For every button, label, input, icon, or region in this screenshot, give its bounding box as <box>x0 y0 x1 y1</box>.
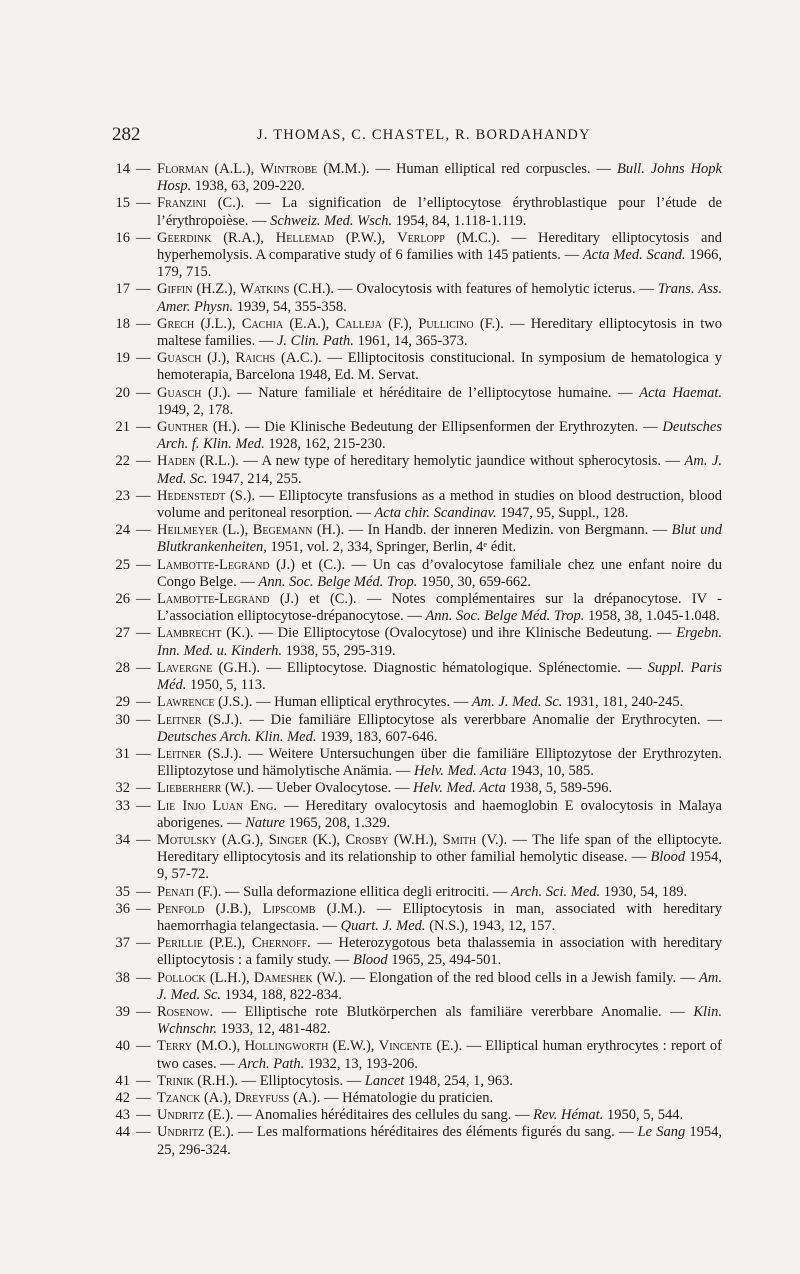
reference-text: (E.). — Les malformations héréditaires des éléments figurés du sang. — <box>204 1124 638 1141</box>
reference-number: 40 <box>115 1038 130 1055</box>
reference-text: 1930, 54, 189. <box>600 883 688 900</box>
reference-text: 1949, 2, 178. <box>157 401 234 418</box>
journal-title: Bull. Johns Hopk Hosp. <box>157 161 722 195</box>
reference-dash: — <box>136 453 151 470</box>
reference-text: (M.C.). — Hereditary elliptocytosis and hyperhemolysis. A comparative study of 6 families with 145 patients. — <box>157 229 722 264</box>
journal-title: Ergebn. Inn. Med. u. Kinderh. <box>157 625 722 659</box>
reference-item <box>112 161 722 195</box>
author-name: Calleja <box>335 315 382 332</box>
author-name: Vincente <box>378 1038 432 1055</box>
author-name: Crosby <box>345 831 389 848</box>
journal-title: Arch. Path. <box>238 1055 305 1072</box>
reference-text: (G.H.). — Elliptocytose. Diagnostic hématologique. Splénectomie. — <box>212 659 648 676</box>
reference-text: (L.), <box>218 522 253 539</box>
reference-text: . — Heterozygotous beta thalassemia in association with hereditary elliptocytosis : a family study. — <box>157 935 722 969</box>
reference-text: 1950, 30, 659-662. <box>417 573 532 590</box>
journal-title: J. Clin. Path. <box>277 333 354 350</box>
author-name: Lambrecht <box>157 625 222 642</box>
reference-item <box>112 746 722 780</box>
author-name: Lavergne <box>157 659 213 676</box>
reference-text: 1954, 25, 296-324. <box>157 1124 723 1158</box>
journal-title: Blut und Blutkrankenheiten, <box>157 522 722 556</box>
author-name: Trinik <box>157 1072 194 1089</box>
reference-number: 28 <box>115 659 130 676</box>
reference-text: (L.H.), <box>205 969 254 986</box>
reference-dash: — <box>136 711 151 728</box>
author-name: Florman <box>157 161 209 177</box>
reference-text: 1965, 208, 1.329. <box>284 814 391 831</box>
journal-title: Le Sang <box>637 1124 686 1141</box>
reference-dash: — <box>136 161 151 177</box>
reference-item <box>112 316 722 350</box>
reference-number: 42 <box>115 1089 130 1106</box>
author-name: Pollock <box>157 969 206 986</box>
reference-text: 1966, 179, 715. <box>157 247 722 281</box>
reference-dash: — <box>136 935 151 952</box>
reference-item <box>112 1107 722 1124</box>
author-name: Dameshek <box>253 969 313 986</box>
journal-title: Acta chir. Scandinav. <box>374 505 497 522</box>
reference-item <box>112 557 722 591</box>
author-name: Motulsky <box>157 831 217 848</box>
reference-number: 36 <box>115 900 130 917</box>
author-name: Lieberherr <box>157 780 222 797</box>
reference-number: 21 <box>115 419 130 436</box>
journal-title: Schweiz. Med. Wsch. <box>270 212 393 229</box>
reference-dash: — <box>136 1003 151 1020</box>
reference-text: (N.S.), 1943, 12, 157. <box>425 917 556 934</box>
author-name: Geerdink <box>157 229 212 246</box>
journal-title: Blood <box>353 952 388 969</box>
reference-text: 1931, 181, 240-245. <box>562 694 684 711</box>
reference-dash: — <box>136 900 151 917</box>
reference-text: (H.). — Die Klinische Bedeutung der Ellipsenformen der Erythrozyten. — <box>208 419 663 436</box>
author-name: Terry <box>157 1038 192 1055</box>
reference-item <box>112 712 722 746</box>
reference-text: (M.O.), <box>191 1038 245 1055</box>
reference-text: (E.W.), <box>328 1038 379 1055</box>
reference-dash: — <box>136 1089 151 1106</box>
author-name: Lambotte-Legrand <box>157 591 270 608</box>
reference-text: (E.). — Elliptical human erythrocytes : report of two cases. — <box>157 1038 722 1072</box>
reference-number: 24 <box>115 522 130 539</box>
reference-dash: — <box>136 1072 151 1089</box>
reference-number: 30 <box>115 711 130 728</box>
reference-text: (A.G.), <box>216 831 269 848</box>
journal-title: Lancet <box>364 1072 405 1089</box>
reference-text: (R.A.), <box>211 229 276 246</box>
reference-dash: — <box>136 229 151 246</box>
reference-dash: — <box>136 556 151 573</box>
reference-number: 16 <box>115 229 130 246</box>
author-name: Lie Injo Luan Eng. <box>157 797 277 814</box>
journal-title: Helv. Med. Acta <box>413 763 507 780</box>
reference-number: 14 <box>115 161 130 177</box>
reference-number: 25 <box>115 556 130 573</box>
reference-text: (R.L.). — A new type of hereditary hemolytic jaundice without spherocytosis. — <box>195 453 685 470</box>
journal-title: Suppl. Paris Méd. <box>157 659 723 694</box>
reference-number: 20 <box>115 384 130 401</box>
reference-number: 18 <box>115 315 130 332</box>
reference-item <box>112 1004 722 1038</box>
reference-item <box>112 935 722 969</box>
journal-title: Helv. Med. Acta <box>412 780 506 797</box>
reference-text: (J.), <box>201 350 236 367</box>
reference-number: 34 <box>115 831 130 848</box>
reference-dash: — <box>136 419 151 436</box>
author-name: Franzini <box>157 195 207 212</box>
journal-title: Quart. J. Med. <box>340 917 426 934</box>
reference-text: (J.) et (C.). — Notes complémentaires sur la drépanocytose. IV - L’association elliptocytose-drépanocytose. — <box>157 591 722 625</box>
reference-text: 1939, 54, 355-358. <box>233 298 347 315</box>
author-name: Undritz <box>157 1124 205 1141</box>
journal-title: Klin. Wchnschr. <box>157 1003 722 1038</box>
reference-text: (H.). — In Handb. der inneren Medizin. von Bergmann. — <box>312 522 672 539</box>
reference-dash: — <box>136 195 151 212</box>
journal-title: Ann. Soc. Belge Méd. Trop. <box>425 608 585 625</box>
reference-text: (A.), <box>200 1089 235 1106</box>
reference-text: 1961, 14, 365-373. <box>353 333 468 350</box>
reference-dash: — <box>136 487 151 504</box>
reference-item <box>112 1038 722 1072</box>
author-name: Smith <box>442 831 477 848</box>
reference-item <box>112 625 722 659</box>
journal-title: Nature <box>245 814 285 831</box>
author-name: Watkins <box>240 281 290 298</box>
reference-item <box>112 385 722 419</box>
reference-text: (W.). — Ueber Ovalocytose. — <box>221 780 413 797</box>
reference-text: 1933, 12, 481-482. <box>217 1021 331 1038</box>
running-head: J. THOMAS, C. CHASTEL, R. BORDAHANDY <box>257 127 591 143</box>
reference-item <box>112 453 722 487</box>
journal-title: Deutsches Arch. f. Klin. Med. <box>157 419 722 453</box>
reference-item <box>112 488 722 522</box>
author-name: Leitner <box>157 711 202 728</box>
reference-text: 1943, 10, 585. <box>506 763 594 780</box>
reference-dash: — <box>136 591 151 608</box>
reference-text: (M.M.). — Human elliptical red corpuscles. — <box>317 161 618 177</box>
reference-text: (A.L.), <box>208 161 261 177</box>
reference-dash: — <box>136 350 151 367</box>
reference-text: (K.), <box>307 831 346 848</box>
reference-item <box>112 281 722 315</box>
reference-item <box>112 660 722 694</box>
author-name: Raichs <box>235 350 276 367</box>
reference-text: 1950, 5, 113. <box>186 677 266 694</box>
author-name: Giffin <box>157 281 193 298</box>
reference-item <box>112 419 722 453</box>
author-name: Gunther <box>157 419 209 436</box>
reference-text: (K.). — Die Elliptocytose (Ovalocytose) und ihre Klinische Bedeutung. — <box>221 625 677 642</box>
journal-title: Rev. Hémat. <box>533 1107 604 1124</box>
reference-text: (C.). — La signification de l’elliptocytose érythroblastique pour l’étude de l’érythropoièse. — <box>157 195 722 229</box>
reference-text: (E.A.), <box>283 315 336 332</box>
reference-text: (J.B.), <box>204 900 263 917</box>
reference-text: (S.J.). — Die familiäre Elliptocytose als vererbbare Anomalie der Erythrocyten. — <box>201 711 722 728</box>
reference-number: 26 <box>115 591 130 608</box>
reference-item <box>112 1090 722 1107</box>
reference-text: (W.). — Elongation of the red blood cells in a Jewish family. — <box>312 969 700 986</box>
author-name: Lambotte-Legrand <box>157 556 270 573</box>
reference-text: (R.H.). — Elliptocytosis. — <box>193 1072 365 1089</box>
page-number: 282 <box>112 124 141 145</box>
reference-text: 1950, 5, 544. <box>603 1107 684 1124</box>
reference-number: 15 <box>115 195 130 212</box>
reference-text: (F.). — Hereditary elliptocytosis in two maltese families. — <box>157 315 722 350</box>
reference-text: (E.). — Anomalies héréditaires des cellules du sang. — <box>204 1107 534 1124</box>
reference-item <box>112 350 722 384</box>
page-header <box>112 124 732 146</box>
reference-item <box>112 522 722 556</box>
reference-text: (S.). — Elliptocyte transfusions as a method in studies on blood destruction, blood volume and peritoneal resorption. — <box>157 487 722 522</box>
reference-item <box>112 591 722 625</box>
reference-number: 23 <box>115 487 130 504</box>
author-name: Dreyfuss <box>234 1089 290 1106</box>
reference-number: 44 <box>115 1124 130 1141</box>
reference-text: (F.), <box>381 315 419 332</box>
reference-number: 38 <box>115 969 130 986</box>
reference-dash: — <box>136 831 151 848</box>
reference-item <box>112 780 722 797</box>
reference-dash: — <box>136 659 151 676</box>
reference-item <box>112 901 722 935</box>
journal-title: Acta Haemat. <box>639 384 722 401</box>
reference-text: (W.H.), <box>388 831 443 848</box>
author-name: Verlopp <box>397 229 445 246</box>
author-name: Hellemad <box>275 229 335 246</box>
author-name: Penati <box>157 883 194 900</box>
reference-text: 1954, 84, 1.118-1.119. <box>392 212 527 229</box>
author-name: Hedenstedt <box>157 487 226 504</box>
reference-item <box>112 832 722 884</box>
reference-item <box>112 884 722 901</box>
reference-number: 27 <box>115 625 130 642</box>
author-name: Wintrobe <box>260 161 318 177</box>
author-name: Rosenow <box>157 1003 210 1020</box>
author-name: Cachia <box>241 315 284 332</box>
reference-number: 41 <box>115 1072 130 1089</box>
author-name: Tzanck <box>157 1089 201 1106</box>
reference-item <box>112 694 722 711</box>
reference-text: 1934, 188, 822-834. <box>221 986 342 1003</box>
reference-number: 19 <box>115 350 130 367</box>
reference-text: 1948, 254, 1, 963. <box>404 1072 514 1089</box>
reference-text: . — Elliptische rote Blutkörperchen als familiäre vererbbare Anomalie. — <box>209 1003 694 1020</box>
reference-text: 1932, 13, 193-206. <box>304 1055 418 1072</box>
journal-title: Am. J. Med. Sc. <box>157 453 723 487</box>
reference-number: 32 <box>115 780 130 797</box>
reference-text: (J.) et (C.). — Un cas d’ovalocytose familiale chez une enfant noire du Congo Belge. — <box>157 556 722 590</box>
reference-text: 1938, 55, 295-319. <box>282 642 396 659</box>
reference-text: 1958, 38, 1.045-1.048. <box>584 608 720 625</box>
reference-dash: — <box>136 625 151 642</box>
reference-item <box>112 1124 722 1158</box>
reference-item <box>112 1073 722 1090</box>
reference-dash: — <box>136 315 151 332</box>
journal-title: Blood <box>650 849 686 866</box>
reference-text: — Hereditary ovalocytosis and haemoglobin E ovalocytosis in Malaya aborigenes. — <box>157 797 722 831</box>
reference-text: (F.). — Sulla deformazione ellitica degli eritrociti. — <box>193 883 511 900</box>
reference-text: (A.). — Hématologie du praticien. <box>289 1089 494 1106</box>
author-name: Undritz <box>157 1107 205 1124</box>
reference-dash: — <box>136 797 151 814</box>
reference-dash: — <box>136 780 151 797</box>
author-name: Leitner <box>157 745 202 762</box>
reference-text: (P.W.), <box>334 229 398 246</box>
reference-text: 1928, 162, 215-230. <box>264 436 386 453</box>
reference-number: 17 <box>115 281 130 298</box>
author-name: Grech <box>157 315 195 332</box>
reference-text: 1965, 25, 494-501. <box>387 952 502 969</box>
reference-list <box>112 161 722 1159</box>
author-name: Lipscomb <box>262 900 316 917</box>
reference-dash: — <box>136 384 151 401</box>
journal-title: Am. J. Med. Sc. <box>157 969 722 1003</box>
reference-text: 1951, vol. 2, 334, Springer, Berlin, 4ᵉ édit. <box>266 539 517 556</box>
reference-text: (J.L.), <box>194 315 242 332</box>
reference-text: (V.). — The life span of the elliptocyte. Hereditary elliptocytosis and its relationship to other familial hemolytic disease. — <box>157 831 722 866</box>
reference-dash: — <box>136 281 151 298</box>
author-name: Guasch <box>157 384 202 401</box>
journal-title: Ann. Soc. Belge Méd. Trop. <box>258 573 418 590</box>
reference-item <box>112 798 722 832</box>
journal-title: Deutsches Arch. Klin. Med. <box>157 728 317 745</box>
reference-text: 1938, 63, 209-220. <box>191 178 305 195</box>
reference-number: 33 <box>115 797 130 814</box>
reference-dash: — <box>136 1038 151 1055</box>
journal-title: Trans. Ass. Amer. Physn. <box>157 281 722 315</box>
journal-title: Acta Med. Scand. <box>582 247 686 264</box>
reference-dash: — <box>136 522 151 539</box>
reference-text: 1947, 214, 255. <box>207 470 302 487</box>
reference-text: 1947, 95, Suppl., 128. <box>496 505 629 522</box>
author-name: Lawrence <box>157 694 215 711</box>
reference-dash: — <box>136 1107 151 1124</box>
author-name: Perillie <box>157 935 203 952</box>
reference-text: (J.S.). — Human elliptical erythrocytes. — <box>214 694 472 711</box>
reference-item <box>112 230 722 282</box>
reference-item <box>112 970 722 1004</box>
reference-text: 1938, 5, 589-596. <box>505 780 613 797</box>
reference-text: (J.). — Nature familiale et héréditaire de l’elliptocytose humaine. — <box>201 384 640 401</box>
reference-text: 1939, 183, 607-646. <box>316 728 438 745</box>
author-name: Guasch <box>157 350 202 367</box>
reference-dash: — <box>136 1124 151 1141</box>
author-name: Haden <box>157 453 196 470</box>
reference-number: 35 <box>115 883 130 900</box>
reference-number: 39 <box>115 1003 130 1020</box>
reference-item <box>112 195 722 229</box>
reference-dash: — <box>136 883 151 900</box>
author-name: Pullicino <box>418 315 474 332</box>
author-name: Chernoff <box>251 935 308 952</box>
author-name: Singer <box>268 831 308 848</box>
reference-number: 37 <box>115 935 130 952</box>
author-name: Begemann <box>252 522 313 539</box>
reference-text: (P.E.), <box>202 935 252 952</box>
reference-number: 31 <box>115 745 130 762</box>
author-name: Hollingworth <box>244 1038 329 1055</box>
reference-dash: — <box>136 969 151 986</box>
reference-text: (H.Z.), <box>192 281 241 298</box>
reference-text: (S.J.). — Weitere Untersuchungen über die familiäre Elliptozytose der Erythrozyten. Elliptozytose und hämolytische Anämia. — <box>157 745 722 780</box>
journal-title: Am. J. Med. Sc. <box>471 694 563 711</box>
reference-number: 22 <box>115 453 130 470</box>
reference-number: 43 <box>115 1107 130 1124</box>
author-name: Heilmeyer <box>157 522 219 539</box>
reference-dash: — <box>136 745 151 762</box>
reference-dash: — <box>136 694 151 711</box>
reference-number: 29 <box>115 694 130 711</box>
author-name: Penfold <box>157 900 205 917</box>
reference-text: 1954, 9, 57-72. <box>157 849 723 883</box>
reference-text: (C.H.). — Ovalocytosis with features of hemolytic icterus. — <box>289 281 658 298</box>
journal-title: Arch. Sci. Med. <box>510 883 601 900</box>
reference-text: (J.M.). — Elliptocytosis in man, associated with hereditary haemorrhagia telangectasia. — <box>157 900 722 934</box>
reference-text: (A.C.). — Elliptocitosis constitucional. In symposium de hematologica y hemoterapia, Barcelona 1948, Ed. M. Servat. <box>157 350 722 384</box>
